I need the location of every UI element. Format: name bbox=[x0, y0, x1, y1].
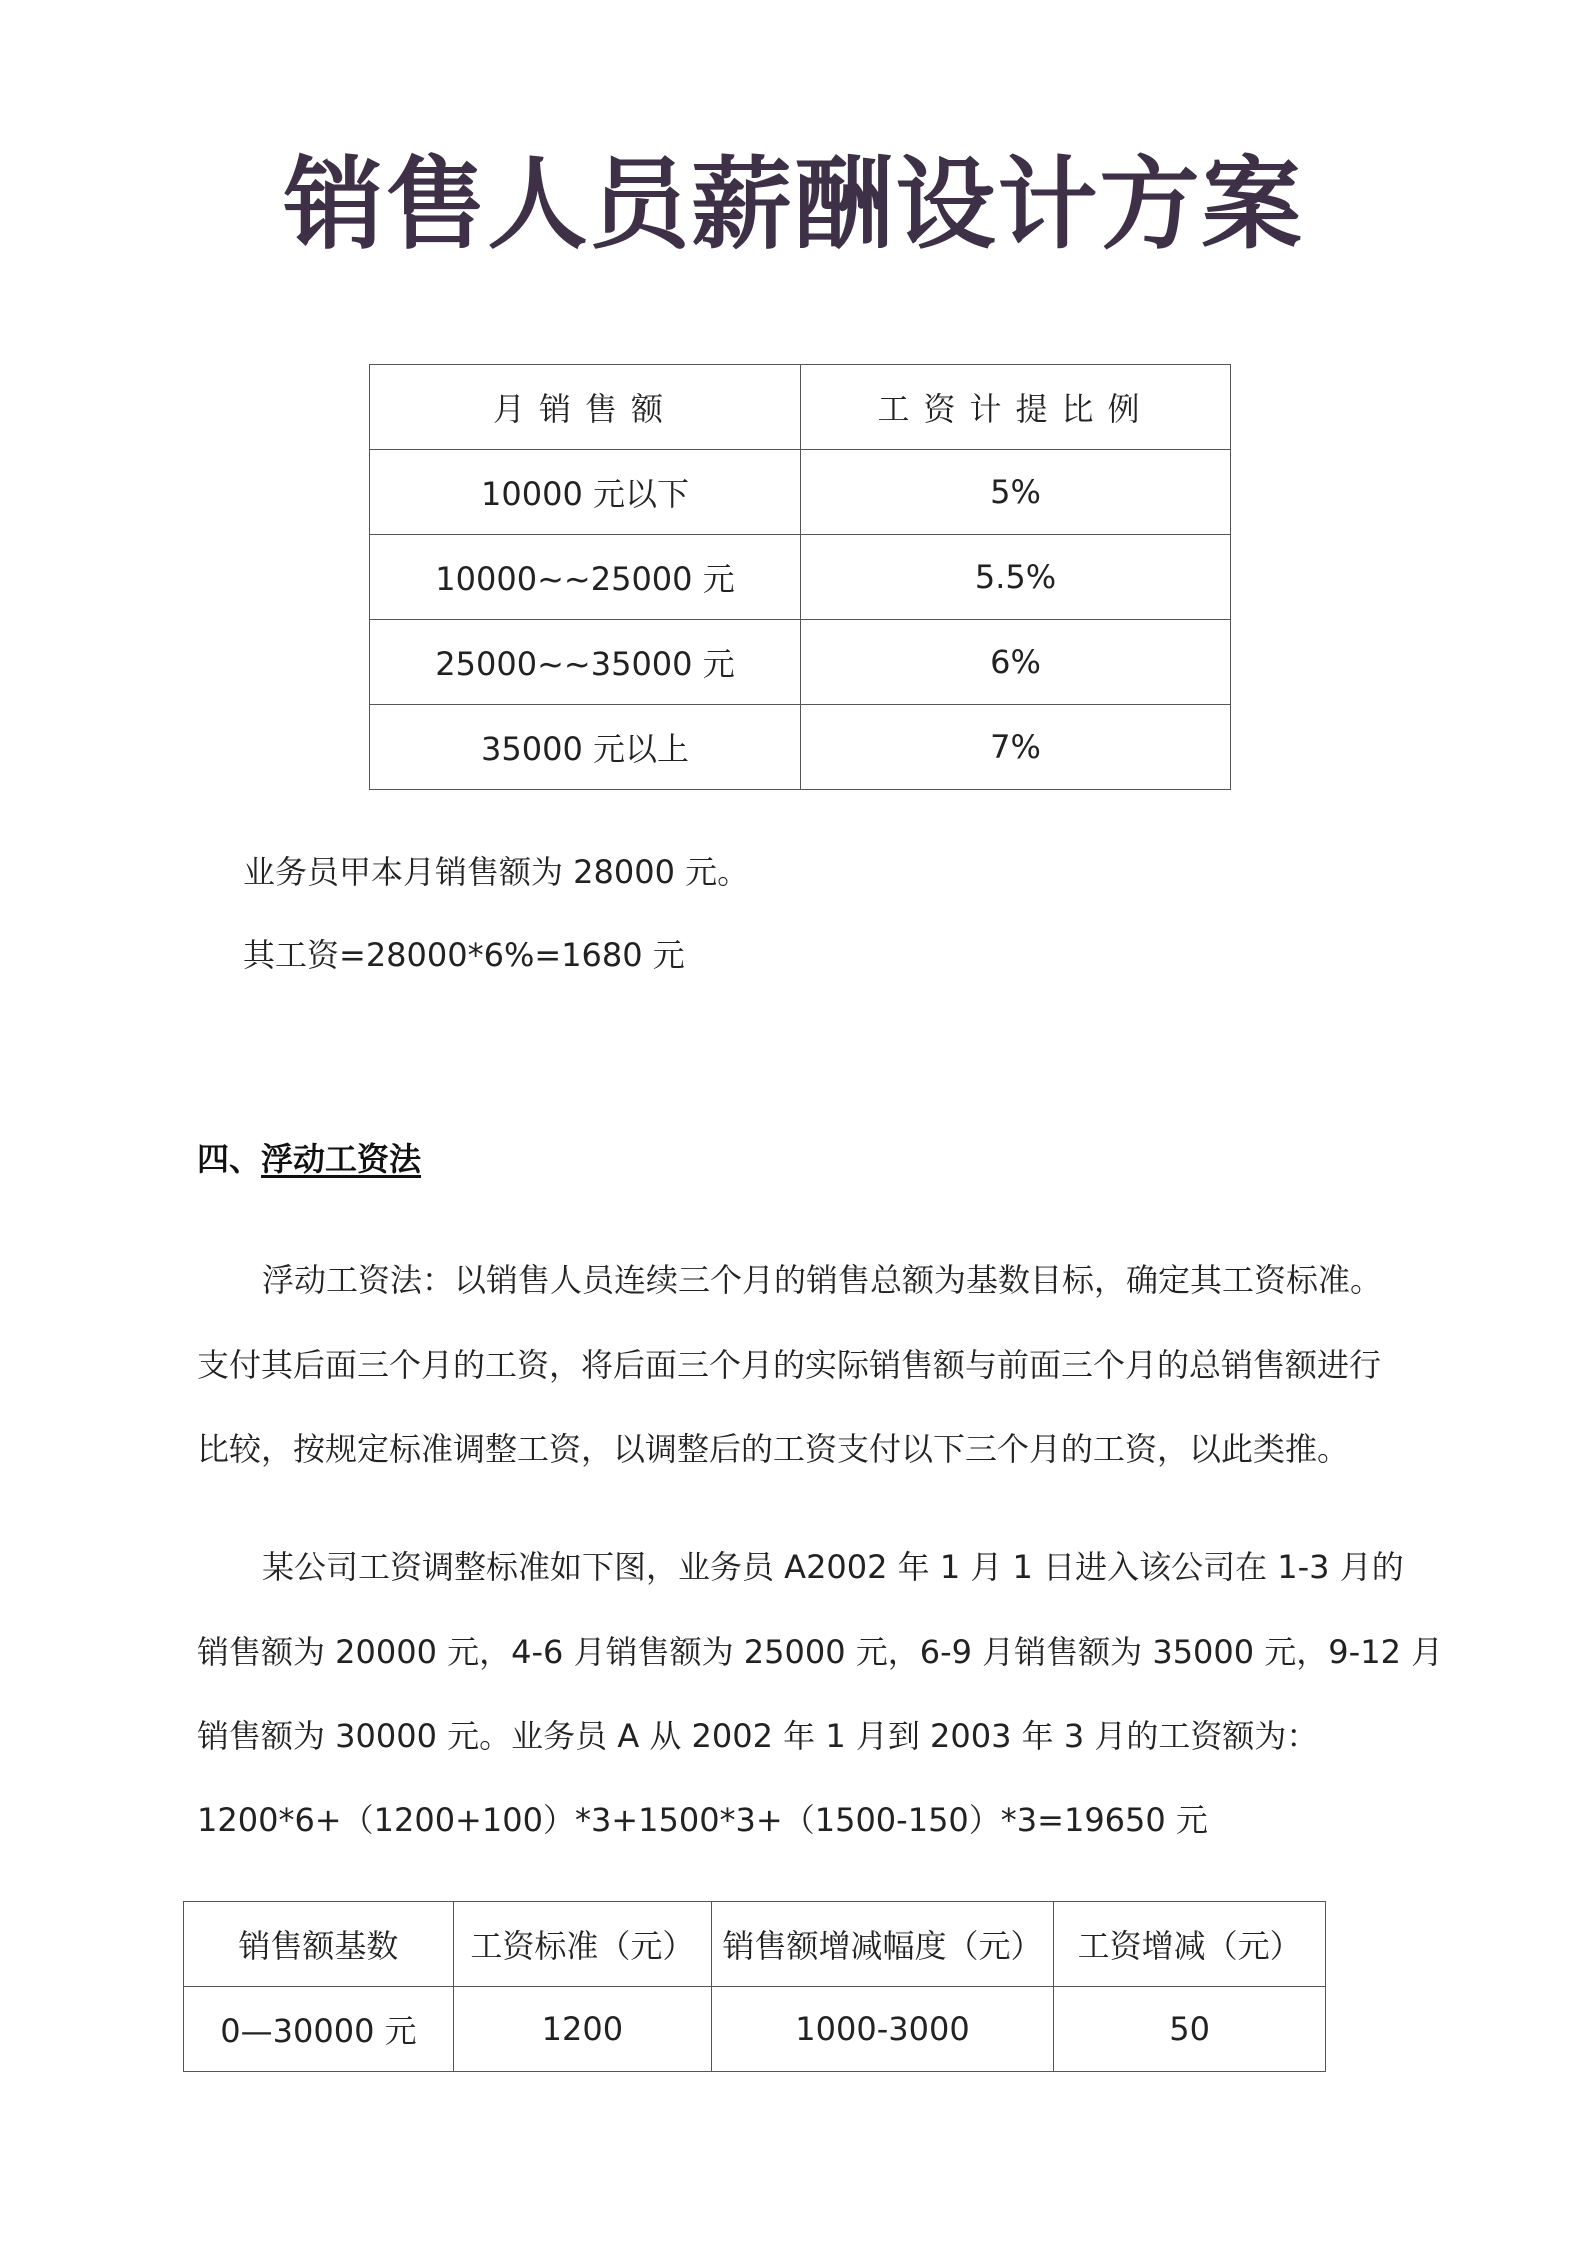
table-row bbox=[370, 450, 1231, 535]
table-cell: 35000 元以上 bbox=[370, 705, 801, 790]
table-cell: 0—30000 元 bbox=[184, 1987, 454, 2072]
column-header: 销售额增减幅度（元） bbox=[711, 1902, 1053, 1987]
paragraph-line: 支付其后面三个月的工资，将后面三个月的实际销售额与前面三个月的总销售额进行 bbox=[197, 1346, 1382, 1384]
column-header: 工资计提比例 bbox=[801, 365, 1231, 450]
commission-table bbox=[369, 364, 1231, 790]
column-header: 月销售额 bbox=[370, 365, 801, 450]
section-title: 浮动工资法 bbox=[261, 1140, 422, 1178]
paragraph-line: 浮动工资法：以销售人员连续三个月的销售总额为基数目标，确定其工资标准。 bbox=[262, 1261, 1383, 1299]
float-wage-table bbox=[183, 1901, 1326, 2072]
paragraph-line: 某公司工资调整标准如下图，业务员 A2002 年 1 月 1 日进入该公司在 1-3 月的 bbox=[262, 1548, 1404, 1586]
table-row bbox=[184, 1987, 1326, 2072]
paragraph-line: 销售额为 20000 元，4-6 月销售额为 25000 元，6-9 月销售额为 35000 元，9-12 月 bbox=[197, 1633, 1444, 1671]
table-cell: 25000~~35000 元 bbox=[370, 620, 801, 705]
table-cell: 10000 元以下 bbox=[370, 450, 801, 535]
paragraph-formula: 1200*6+（1200+100）*3+1500*3+（1500-150）*3=19650 元 bbox=[197, 1801, 1208, 1839]
table-row bbox=[370, 705, 1231, 790]
table-cell: 7% bbox=[801, 705, 1231, 790]
paragraph-line: 销售额为 30000 元。业务员 A 从 2002 年 1 月到 2003 年 3 月的工资额为： bbox=[197, 1717, 1319, 1755]
page-title: 销售人员薪酬设计方案 bbox=[283, 146, 1304, 263]
table-cell: 1200 bbox=[453, 1987, 711, 2072]
table-row bbox=[370, 620, 1231, 705]
section-number: 四、 bbox=[197, 1140, 262, 1178]
column-header: 工资标准（元） bbox=[453, 1902, 711, 1987]
table-header-row bbox=[370, 365, 1231, 450]
table-cell: 6% bbox=[801, 620, 1231, 705]
column-header: 销售额基数 bbox=[184, 1902, 454, 1987]
example-formula: 其工资=28000*6%=1680 元 bbox=[243, 936, 685, 974]
table-cell: 5% bbox=[801, 450, 1231, 535]
example-line: 业务员甲本月销售额为 28000 元。 bbox=[243, 853, 750, 891]
section-heading bbox=[197, 1139, 421, 1179]
table-cell: 1000-3000 bbox=[711, 1987, 1053, 2072]
paragraph-line: 比较，按规定标准调整工资，以调整后的工资支付以下三个月的工资，以此类推。 bbox=[197, 1430, 1350, 1468]
column-header: 工资增减（元） bbox=[1054, 1902, 1326, 1987]
table-cell: 10000~~25000 元 bbox=[370, 535, 801, 620]
table-row bbox=[370, 535, 1231, 620]
table-cell: 5.5% bbox=[801, 535, 1231, 620]
table-cell: 50 bbox=[1054, 1987, 1326, 2072]
table-header-row bbox=[184, 1902, 1326, 1987]
